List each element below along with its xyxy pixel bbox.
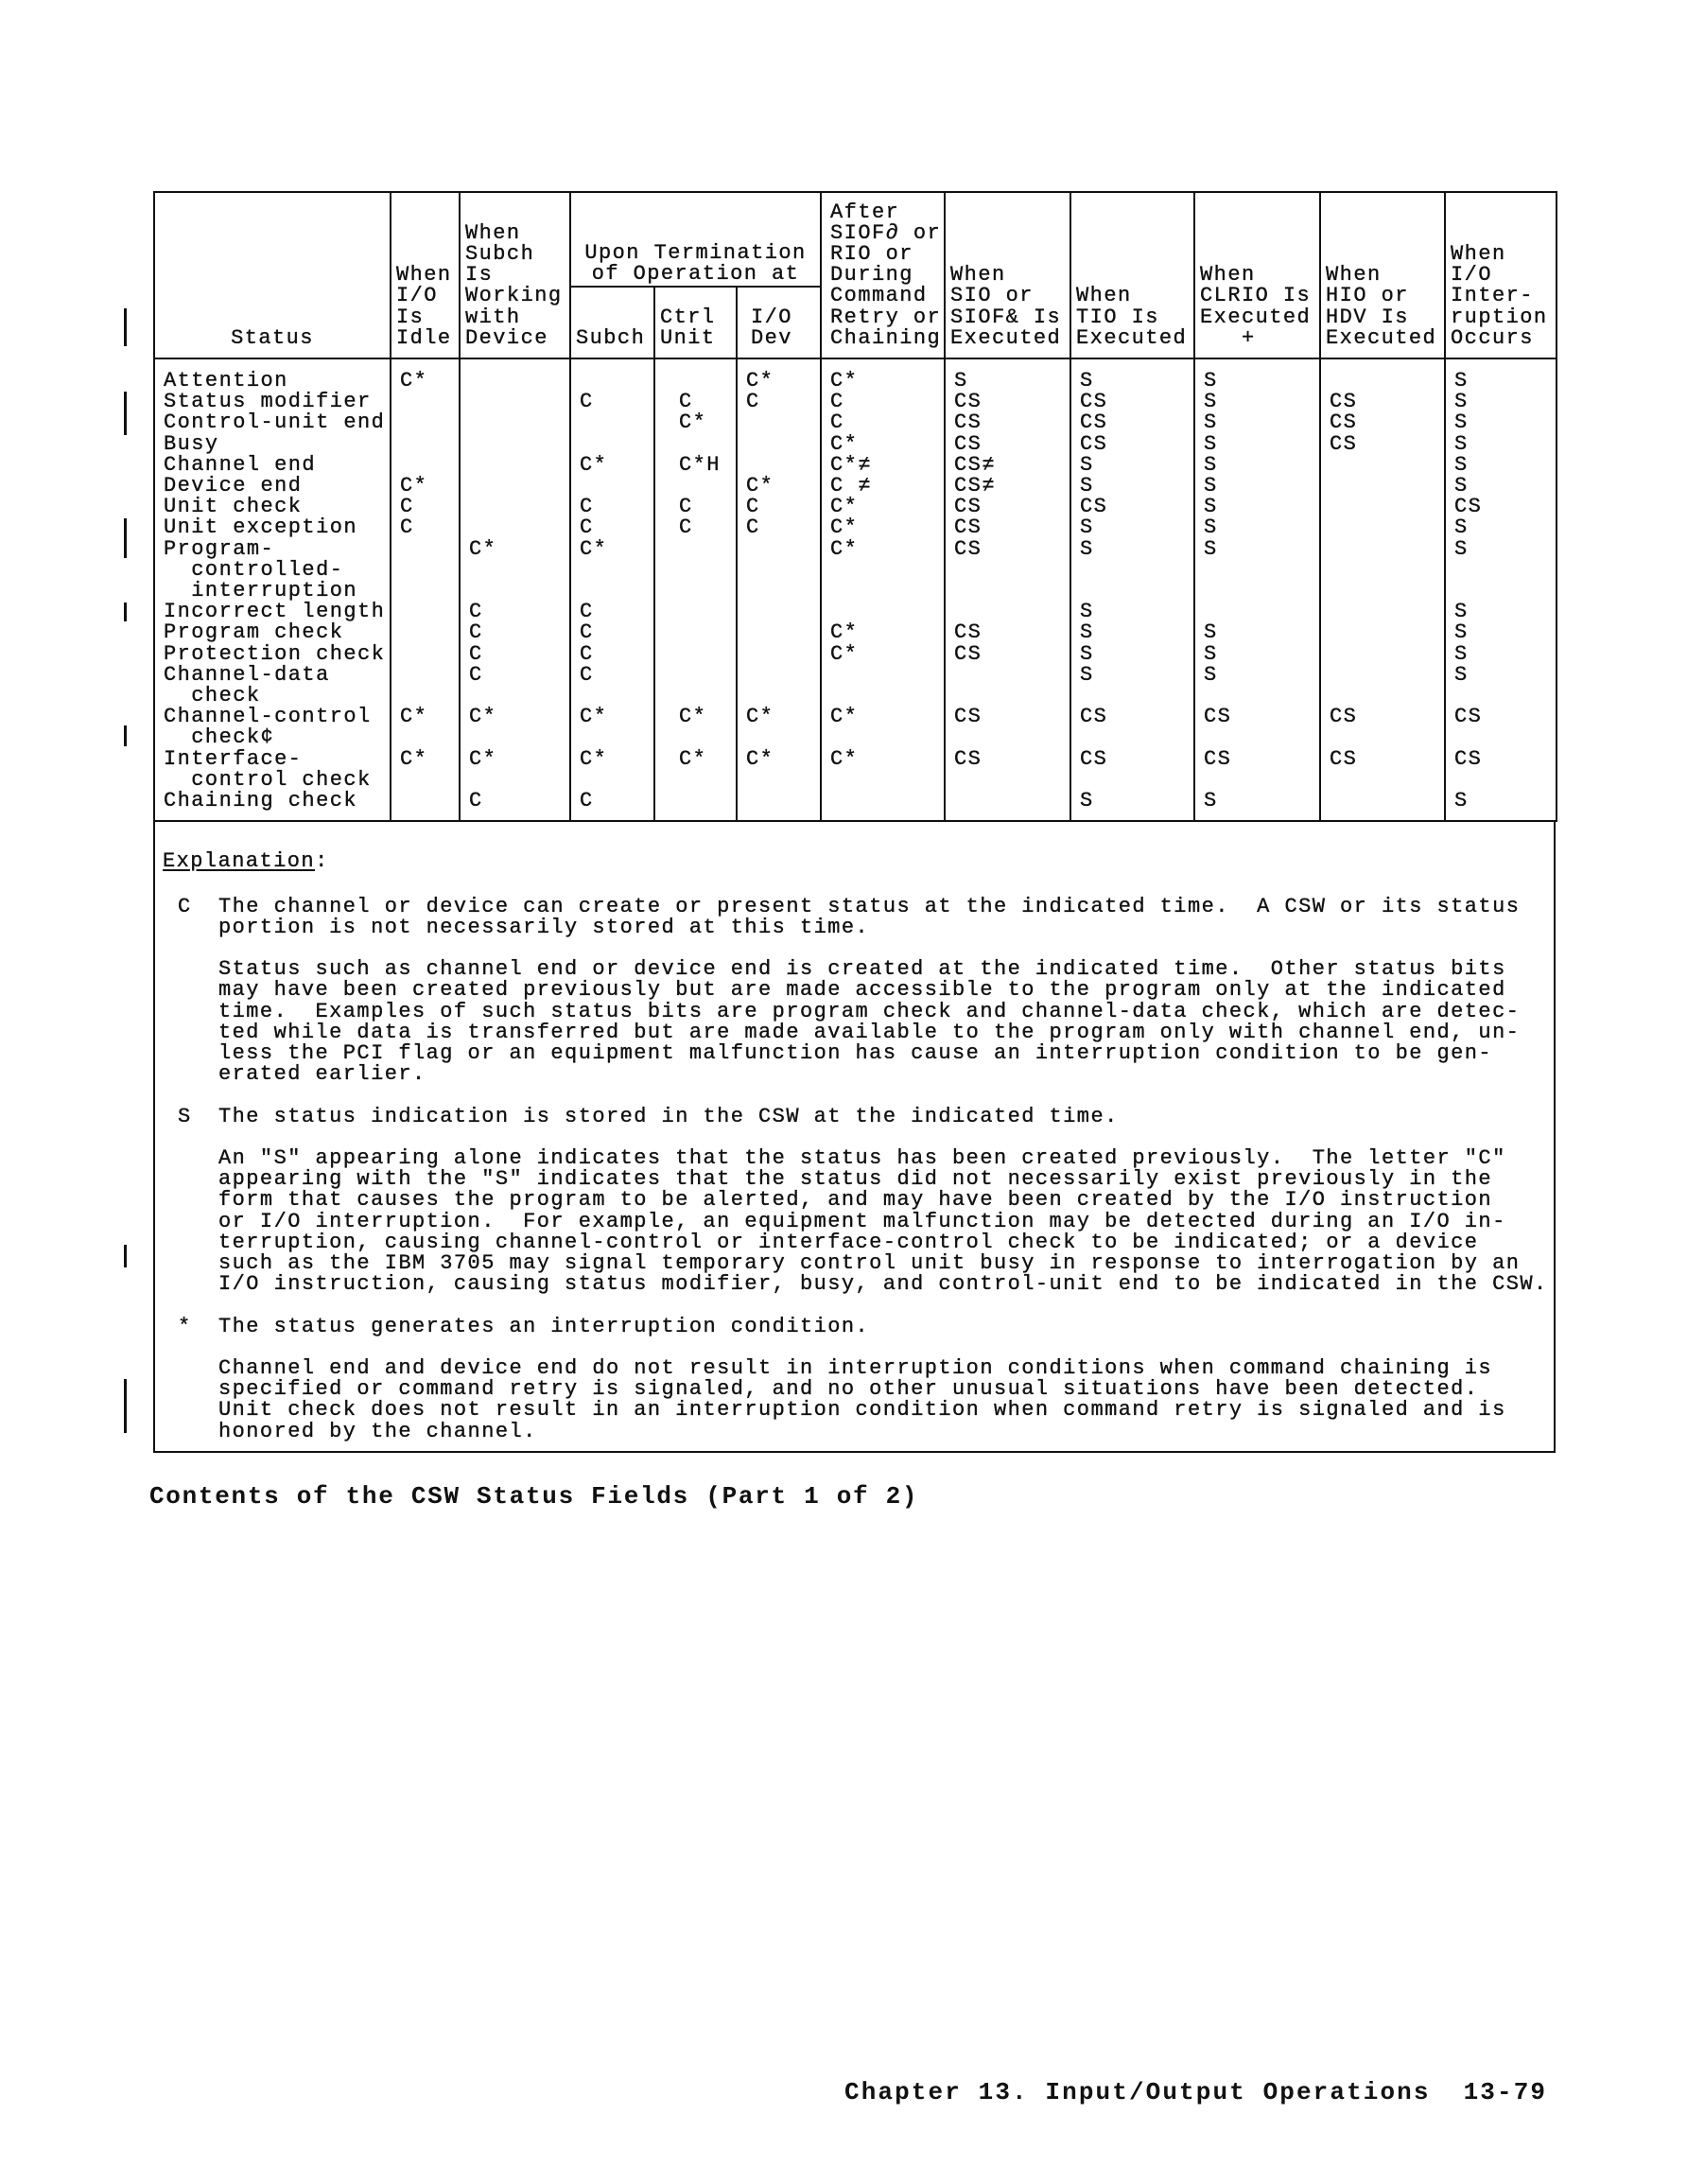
status-value-interruption: S	[1445, 517, 1557, 538]
status-value-term-subch	[570, 476, 654, 497]
status-value-term-io-dev	[737, 455, 821, 476]
status-value-idle: C*	[391, 371, 460, 392]
revision-bar	[124, 1245, 127, 1267]
status-name: Program- controlled- interruption	[154, 539, 391, 603]
status-value-sio: CS	[945, 434, 1070, 455]
status-value-interruption: S	[1445, 392, 1557, 412]
status-value-clrio: S	[1194, 434, 1320, 455]
page-number: 13-79	[1463, 2078, 1548, 2106]
explanation-line: specified or command retry is signaled, and no other unusual situations have been detected.	[218, 1377, 1479, 1402]
status-value-term-ctrl-unit: C	[654, 517, 737, 538]
status-value-term-io-dev	[737, 622, 821, 643]
table-row	[154, 707, 1557, 748]
col-header-hio: When HIO or HDV Is Executed	[1320, 192, 1445, 358]
status-value-after-siof: C*	[821, 539, 945, 603]
status-value-term-subch: C	[570, 392, 654, 412]
explanation-line: Unit check does not result in an interruption condition when command retry is signaled and is	[218, 1398, 1506, 1423]
status-value-hio: CS	[1320, 749, 1445, 791]
explanation-item	[163, 1104, 1554, 1297]
status-value-clrio: CS	[1194, 707, 1320, 748]
explanation-line: terruption, causing channel-control or interface-control check to be indicated; or a device	[218, 1230, 1479, 1254]
explanation-text	[218, 1314, 1554, 1443]
status-name: Attention	[154, 371, 391, 392]
col-header-tio: When TIO Is Executed	[1070, 192, 1194, 358]
table-row	[154, 392, 1557, 412]
revision-bar	[124, 518, 127, 558]
status-value-tio: S	[1070, 622, 1194, 643]
table-row	[154, 539, 1557, 603]
status-value-subch-working	[460, 412, 570, 433]
status-value-tio: S	[1070, 665, 1194, 707]
status-value-hio	[1320, 455, 1445, 476]
explanation-line: form that causes the program to be alerted, and may have been created by the I/O instruction	[218, 1188, 1493, 1213]
status-value-interruption: CS	[1445, 749, 1557, 791]
status-value-term-io-dev: C*	[737, 476, 821, 497]
explanation-heading-text: Explanation	[163, 849, 316, 874]
explanation-line	[218, 938, 1554, 959]
status-name: Device end	[154, 476, 391, 497]
status-value-term-subch: C	[570, 602, 654, 622]
status-value-after-siof	[821, 665, 945, 707]
explanation-line	[218, 1127, 1554, 1148]
explanation-text	[218, 1104, 1554, 1297]
status-name: Channel-control check¢	[154, 707, 391, 748]
col-header-sio: When SIO or SIOF& Is Executed	[945, 192, 1070, 358]
status-value-idle	[391, 539, 460, 603]
explanation-line: may have been created previously but are made accessible to the program only at the indicated	[218, 978, 1506, 1003]
status-value-after-siof: C*	[821, 707, 945, 748]
status-value-interruption: S	[1445, 644, 1557, 665]
status-value-clrio: S	[1194, 622, 1320, 643]
status-name: Interface- control check	[154, 749, 391, 791]
status-value-idle: C	[391, 517, 460, 538]
explanation-line: such as the IBM 3705 may signal temporary control unit busy in response to interrogation by an	[218, 1251, 1521, 1276]
status-name: Busy	[154, 434, 391, 455]
status-value-term-io-dev	[737, 665, 821, 707]
status-value-interruption: S	[1445, 412, 1557, 433]
table-row	[154, 749, 1557, 791]
status-value-term-ctrl-unit	[654, 602, 737, 622]
status-value-tio: CS	[1070, 434, 1194, 455]
explanation-line: honored by the channel.	[218, 1419, 537, 1443]
status-name: Unit exception	[154, 517, 391, 538]
table-row	[154, 665, 1557, 707]
explanation-line: erated earlier.	[218, 1062, 426, 1087]
status-value-tio: S	[1070, 644, 1194, 665]
status-value-term-ctrl-unit	[654, 791, 737, 812]
status-value-tio: S	[1070, 476, 1194, 497]
status-value-hio	[1320, 665, 1445, 707]
col-header-clrio: When CLRIO Is Executed +	[1194, 192, 1320, 358]
status-value-term-ctrl-unit: C*	[654, 412, 737, 433]
status-value-sio: CS	[945, 622, 1070, 643]
explanation-line: I/O instruction, causing status modifier, busy, and control-unit end to be indicated in the CSW.	[218, 1272, 1548, 1297]
status-value-term-ctrl-unit	[654, 539, 737, 603]
explanation-box	[153, 822, 1556, 1453]
status-value-term-ctrl-unit: C*	[654, 749, 737, 791]
status-name: Channel-data check	[154, 665, 391, 707]
status-value-interruption: S	[1445, 455, 1557, 476]
explanation-line: or I/O interruption. For example, an equipment malfunction may be detected during an I/O in-	[218, 1209, 1506, 1233]
status-value-clrio: S	[1194, 412, 1320, 433]
status-value-subch-working: C	[460, 602, 570, 622]
table-body	[154, 358, 1557, 821]
col-header-status: Status	[154, 192, 391, 358]
status-value-tio: S	[1070, 791, 1194, 812]
table-row	[154, 517, 1557, 538]
status-value-idle	[391, 434, 460, 455]
status-value-term-ctrl-unit: C	[654, 497, 737, 517]
status-value-interruption: S	[1445, 665, 1557, 707]
status-value-tio: CS	[1070, 392, 1194, 412]
status-value-clrio: S	[1194, 539, 1320, 603]
status-value-term-io-dev: C*	[737, 749, 821, 791]
status-value-subch-working: C	[460, 622, 570, 643]
status-value-hio: CS	[1320, 392, 1445, 412]
status-value-subch-working	[460, 455, 570, 476]
status-value-sio: CS	[945, 412, 1070, 433]
status-value-hio	[1320, 476, 1445, 497]
status-value-term-subch	[570, 371, 654, 392]
status-value-sio: CS	[945, 517, 1070, 538]
status-value-term-subch	[570, 434, 654, 455]
status-value-sio: CS	[945, 644, 1070, 665]
status-value-after-siof: C*	[821, 434, 945, 455]
status-value-hio	[1320, 644, 1445, 665]
status-value-term-io-dev: C*	[737, 707, 821, 748]
status-value-term-subch: C*	[570, 749, 654, 791]
table-row	[154, 455, 1557, 476]
explanation-line: Channel end and device end do not result in interruption conditions when command chaining is	[218, 1356, 1493, 1381]
status-value-clrio: S	[1194, 517, 1320, 538]
explanation-line: The status indication is stored in the CSW at the indicated time.	[218, 1104, 1119, 1128]
status-value-term-ctrl-unit	[654, 622, 737, 643]
status-name: Control-unit end	[154, 412, 391, 433]
explanation-heading	[163, 851, 1554, 872]
col-group-header-termination: Upon Termination of Operation at	[570, 192, 821, 287]
status-value-hio	[1320, 497, 1445, 517]
status-value-term-subch: C	[570, 644, 654, 665]
status-name: Chaining check	[154, 791, 391, 812]
status-name: Incorrect length	[154, 602, 391, 622]
explanation-item	[163, 1314, 1554, 1443]
status-value-clrio: S	[1194, 392, 1320, 412]
table-row	[154, 412, 1557, 433]
status-value-interruption: S	[1445, 539, 1557, 603]
status-value-term-subch	[570, 412, 654, 433]
status-value-idle: C	[391, 497, 460, 517]
status-value-term-subch: C	[570, 497, 654, 517]
status-value-term-io-dev: C*	[737, 371, 821, 392]
status-value-term-io-dev	[737, 412, 821, 433]
table-row	[154, 434, 1557, 455]
status-value-interruption: S	[1445, 791, 1557, 812]
status-value-idle	[391, 602, 460, 622]
status-value-after-siof: C	[821, 392, 945, 412]
col-header-subch-working: When Subch Is Working with Device	[460, 192, 570, 358]
table-row	[154, 476, 1557, 497]
status-value-sio: CS≠	[945, 455, 1070, 476]
status-value-tio: CS	[1070, 412, 1194, 433]
status-value-after-siof: C*	[821, 371, 945, 392]
status-value-hio: CS	[1320, 412, 1445, 433]
status-value-idle: C*	[391, 476, 460, 497]
status-value-term-io-dev	[737, 644, 821, 665]
status-value-sio: CS≠	[945, 476, 1070, 497]
status-value-idle	[391, 791, 460, 812]
status-name: Program check	[154, 622, 391, 643]
status-value-tio: CS	[1070, 749, 1194, 791]
status-value-clrio: S	[1194, 497, 1320, 517]
explanation-marker: C	[178, 894, 192, 918]
status-value-idle	[391, 455, 460, 476]
status-value-hio	[1320, 371, 1445, 392]
status-value-sio	[945, 665, 1070, 707]
status-value-idle: C*	[391, 707, 460, 748]
status-value-term-subch: C	[570, 665, 654, 707]
status-value-hio	[1320, 602, 1445, 622]
explanation-line: portion is not necessarily stored at this time.	[218, 915, 870, 939]
status-value-subch-working	[460, 497, 570, 517]
status-value-subch-working: C	[460, 644, 570, 665]
status-value-clrio: S	[1194, 371, 1320, 392]
table-row	[154, 791, 1557, 812]
status-value-after-siof: C ≠	[821, 476, 945, 497]
status-value-tio: S	[1070, 517, 1194, 538]
status-value-hio: CS	[1320, 434, 1445, 455]
status-value-term-subch: C*	[570, 707, 654, 748]
status-value-clrio: S	[1194, 791, 1320, 812]
status-value-term-io-dev	[737, 791, 821, 812]
status-value-idle	[391, 392, 460, 412]
status-value-after-siof	[821, 791, 945, 812]
status-value-hio	[1320, 539, 1445, 603]
table-row	[154, 497, 1557, 517]
status-value-interruption: CS	[1445, 497, 1557, 517]
status-value-after-siof: C*	[821, 644, 945, 665]
table-row	[154, 371, 1557, 392]
status-value-after-siof: C*	[821, 622, 945, 643]
status-value-sio: CS	[945, 707, 1070, 748]
status-value-tio: CS	[1070, 707, 1194, 748]
status-value-sio	[945, 791, 1070, 812]
status-value-after-siof	[821, 602, 945, 622]
status-value-subch-working	[460, 476, 570, 497]
status-value-term-io-dev: C	[737, 497, 821, 517]
revision-bar	[124, 1379, 127, 1433]
status-value-subch-working	[460, 434, 570, 455]
status-value-sio: CS	[945, 539, 1070, 603]
status-value-interruption: CS	[1445, 707, 1557, 748]
status-value-idle	[391, 412, 460, 433]
explanation-line: The status generates an interruption condition.	[218, 1314, 870, 1338]
status-name: Unit check	[154, 497, 391, 517]
figure-block	[153, 191, 1556, 1453]
explanation-line: time. Examples of such status bits are program check and channel-data check, which are detec-	[218, 999, 1521, 1023]
explanation-line: An "S" appearing alone indicates that the status has been created previously. The letter "C"	[218, 1146, 1506, 1171]
explanation-line: appearing with the "S" indicates that the status did not necessarily exist previously in the	[218, 1167, 1493, 1192]
explanation-marker: S	[178, 1104, 192, 1128]
status-value-tio: CS	[1070, 497, 1194, 517]
status-value-term-subch: C	[570, 791, 654, 812]
status-value-term-subch: C*	[570, 539, 654, 603]
page-footer	[844, 2077, 1547, 2107]
status-value-term-io-dev	[737, 539, 821, 603]
revision-bar	[124, 392, 127, 435]
table-header	[154, 192, 1557, 358]
status-value-subch-working: C*	[460, 707, 570, 748]
table-row	[154, 622, 1557, 643]
figure-caption: Contents of the CSW Status Fields (Part 1 of 2)	[149, 1482, 919, 1511]
status-value-interruption: S	[1445, 602, 1557, 622]
status-value-subch-working: C	[460, 791, 570, 812]
status-value-interruption: S	[1445, 622, 1557, 643]
footer-chapter-title: Chapter 13. Input/Output Operations	[844, 2078, 1431, 2106]
status-value-clrio: S	[1194, 476, 1320, 497]
status-value-subch-working: C	[460, 665, 570, 707]
header-row	[154, 192, 1557, 287]
col-header-after-siof: After SIOF∂ or RIO or During Command Retry or Chaining	[821, 192, 945, 358]
explanation-marker: *	[178, 1314, 192, 1338]
status-value-subch-working	[460, 392, 570, 412]
status-value-term-ctrl-unit	[654, 434, 737, 455]
explanation-text	[218, 894, 1554, 1087]
explanation-line: less the PCI flag or an equipment malfunction has cause an interruption condition to be gen-	[218, 1041, 1493, 1066]
status-value-sio: CS	[945, 749, 1070, 791]
status-value-sio: S	[945, 371, 1070, 392]
status-value-tio: S	[1070, 539, 1194, 603]
explanation-line: The channel or device can create or present status at the indicated time. A CSW or its status	[218, 894, 1521, 918]
status-value-clrio	[1194, 602, 1320, 622]
col-header-term-subch: Subch	[570, 287, 654, 358]
status-value-tio: S	[1070, 602, 1194, 622]
status-name: Protection check	[154, 644, 391, 665]
col-header-idle: When I/O Is Idle	[391, 192, 460, 358]
status-value-term-ctrl-unit	[654, 665, 737, 707]
status-value-after-siof: C	[821, 412, 945, 433]
status-value-subch-working: C*	[460, 749, 570, 791]
status-value-term-io-dev: C	[737, 392, 821, 412]
status-value-subch-working	[460, 517, 570, 538]
status-value-term-subch: C	[570, 622, 654, 643]
status-value-term-io-dev: C	[737, 517, 821, 538]
table-body-padding	[154, 812, 1557, 821]
status-value-sio	[945, 602, 1070, 622]
status-value-tio: S	[1070, 455, 1194, 476]
status-name: Channel end	[154, 455, 391, 476]
status-value-interruption: S	[1445, 434, 1557, 455]
status-name: Status modifier	[154, 392, 391, 412]
col-header-term-io-dev: I/O Dev	[737, 287, 821, 358]
status-value-sio: CS	[945, 392, 1070, 412]
status-value-term-ctrl-unit: C*H	[654, 455, 737, 476]
status-value-after-siof: C*	[821, 749, 945, 791]
status-value-term-io-dev	[737, 434, 821, 455]
status-value-term-ctrl-unit	[654, 476, 737, 497]
status-value-subch-working	[460, 371, 570, 392]
status-value-idle	[391, 665, 460, 707]
status-value-clrio: CS	[1194, 749, 1320, 791]
explanation-line: ted while data is transferred but are made available to the program only with channel end, un-	[218, 1020, 1521, 1044]
status-value-idle: C*	[391, 749, 460, 791]
status-value-term-ctrl-unit	[654, 644, 737, 665]
status-value-term-ctrl-unit	[654, 371, 737, 392]
explanation-item	[163, 894, 1554, 1087]
status-value-interruption: S	[1445, 476, 1557, 497]
explanation-line: Status such as channel end or device end is created at the indicated time. Other status bits	[218, 957, 1506, 982]
explanation-line	[218, 1337, 1554, 1358]
status-value-term-subch: C*	[570, 455, 654, 476]
status-value-subch-working: C*	[460, 539, 570, 603]
status-value-idle	[391, 622, 460, 643]
status-value-term-ctrl-unit: C	[654, 392, 737, 412]
status-value-term-io-dev	[737, 602, 821, 622]
status-value-tio: S	[1070, 371, 1194, 392]
revision-bar	[124, 603, 127, 621]
explanation-heading-colon: :	[315, 849, 329, 874]
col-header-term-ctrl-unit: Ctrl Unit	[654, 287, 737, 358]
csw-status-table	[153, 191, 1557, 822]
status-value-clrio: S	[1194, 644, 1320, 665]
status-value-after-siof: C*	[821, 497, 945, 517]
status-value-hio	[1320, 517, 1445, 538]
col-header-interruption: When I/O Inter- ruption Occurs	[1445, 192, 1557, 358]
explanation-items	[163, 894, 1554, 1443]
status-value-sio: CS	[945, 497, 1070, 517]
status-value-after-siof: C*	[821, 517, 945, 538]
status-value-term-ctrl-unit: C*	[654, 707, 737, 748]
status-value-term-subch: C	[570, 517, 654, 538]
table-row	[154, 644, 1557, 665]
status-value-hio	[1320, 622, 1445, 643]
revision-bar	[124, 725, 127, 746]
status-value-clrio: S	[1194, 455, 1320, 476]
table-row	[154, 602, 1557, 622]
status-value-hio	[1320, 791, 1445, 812]
status-value-clrio: S	[1194, 665, 1320, 707]
status-value-interruption: S	[1445, 371, 1557, 392]
status-value-hio: CS	[1320, 707, 1445, 748]
status-value-after-siof: C*≠	[821, 455, 945, 476]
revision-bar	[124, 308, 127, 346]
status-value-idle	[391, 644, 460, 665]
